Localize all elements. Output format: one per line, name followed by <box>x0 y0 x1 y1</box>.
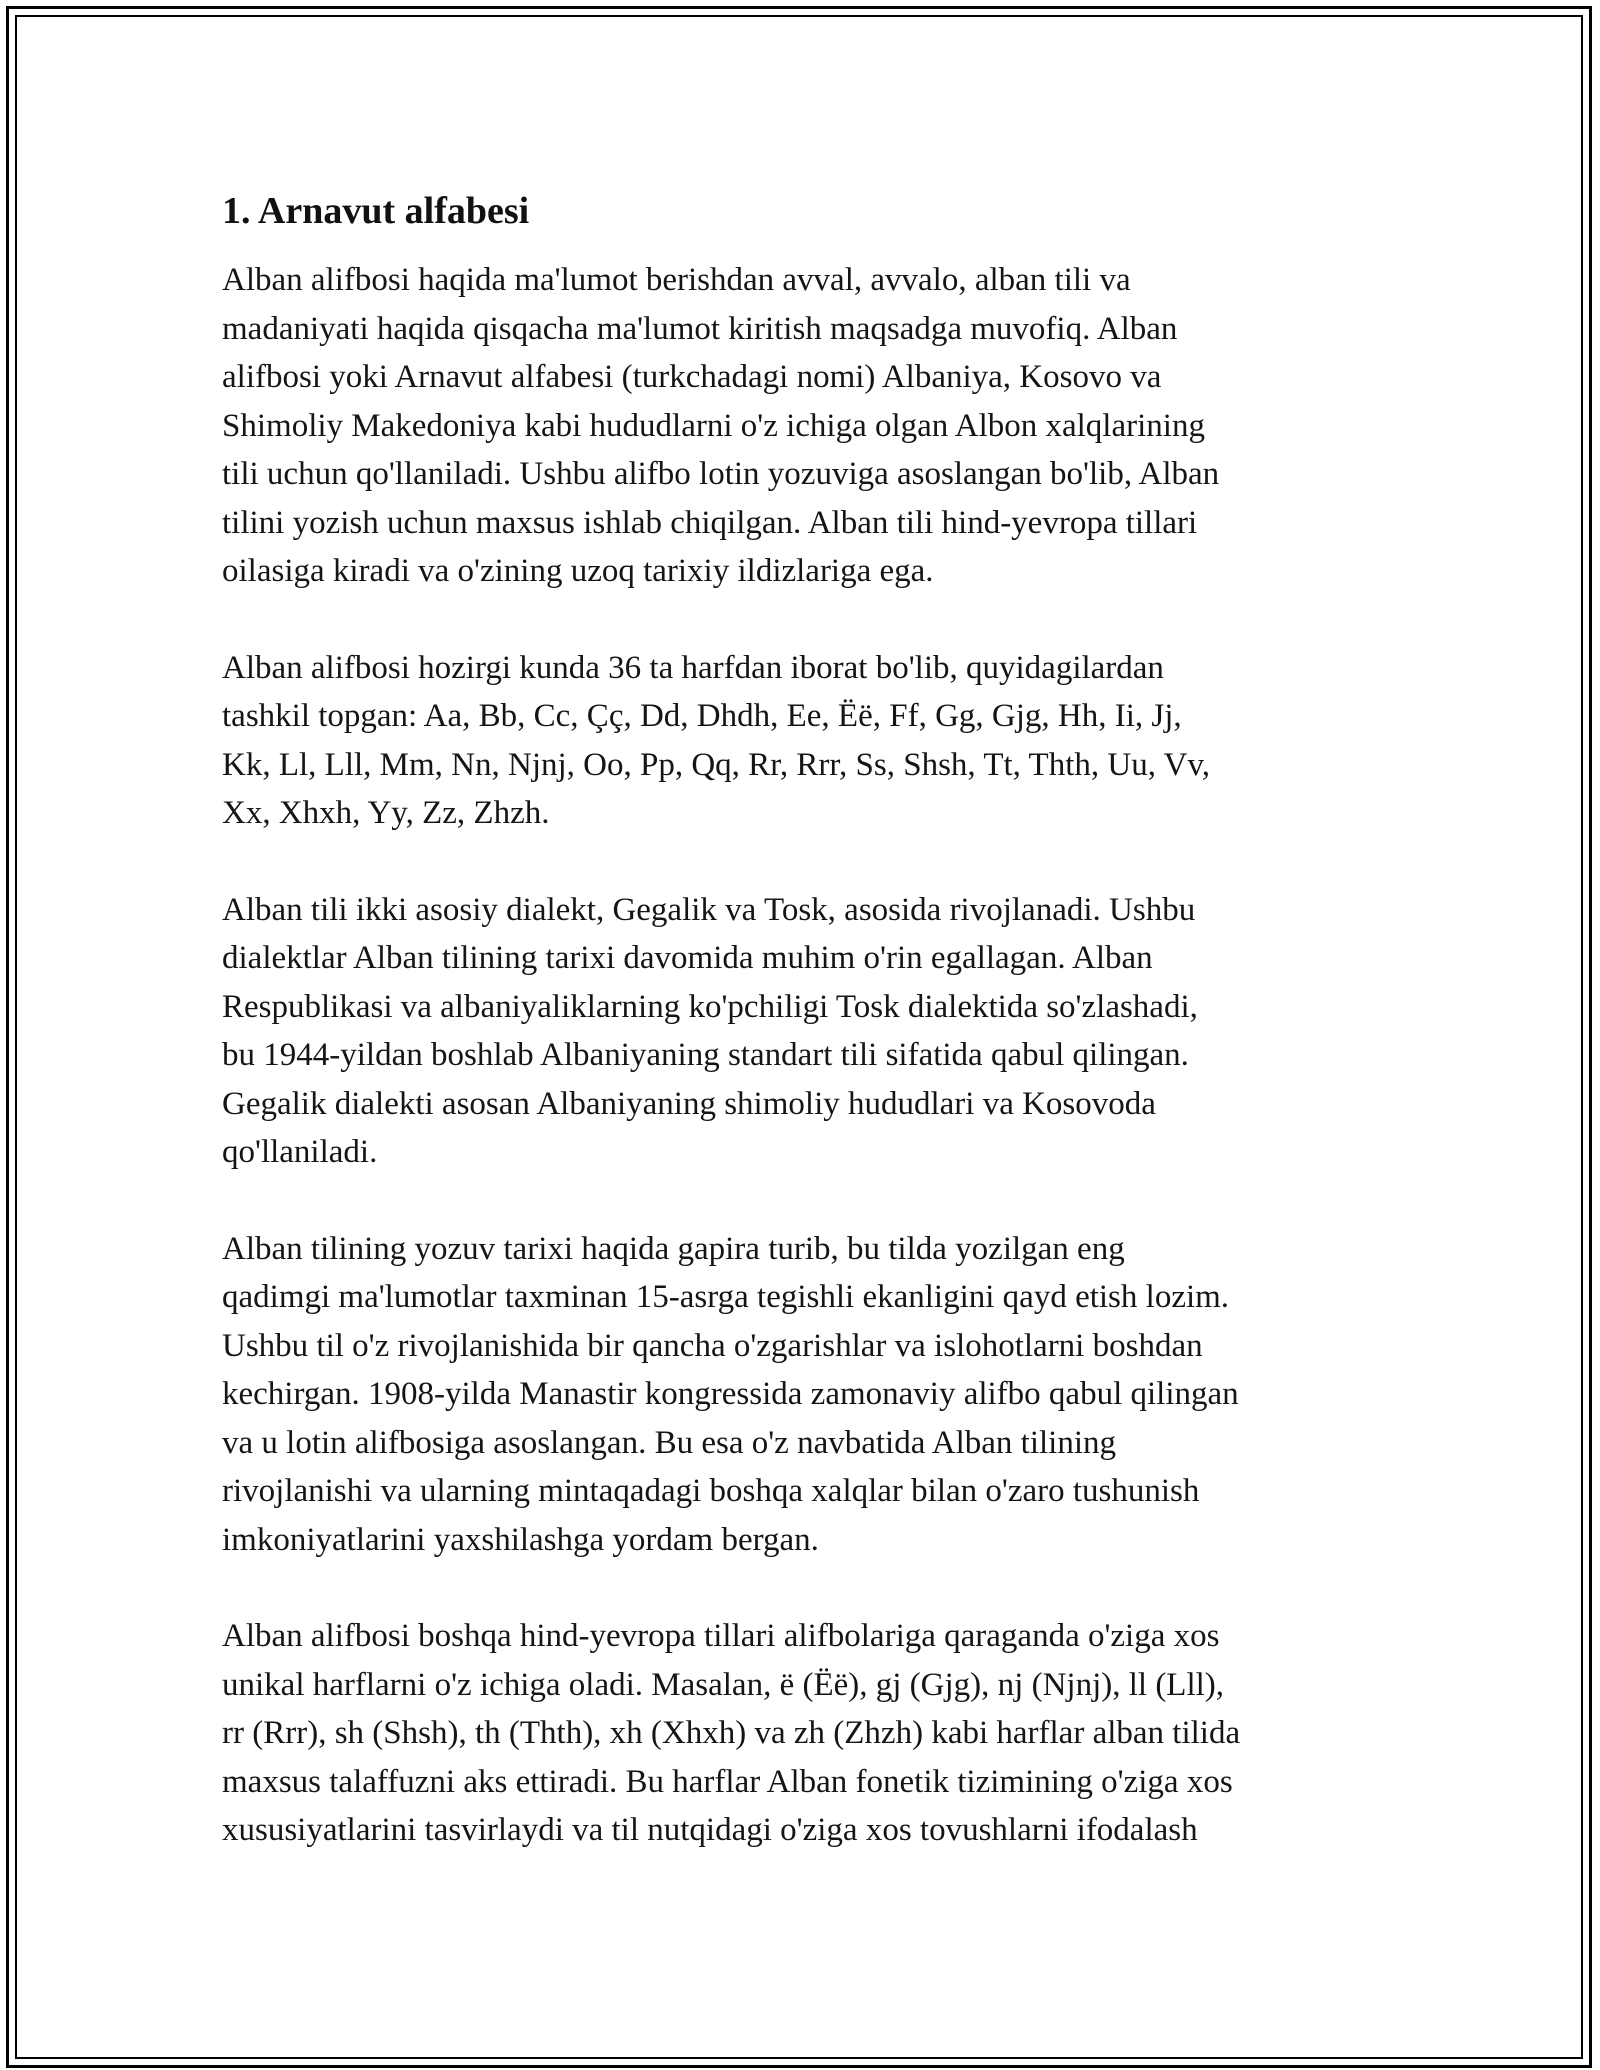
paragraph-unique-letters: Alban alifbosi boshqa hind-yevropa tillari alifbolariga qaraganda o'ziga xos unikal harflarni o'z ichiga oladi. Masalan, ë (Ëë), gj (Gjg), nj (Njnj), ll (Lll), rr (Rrr), sh (Shsh), th (Thth), xh (Xhxh) va zh (Zhzh) kabi harflar alban tilida maxsus talaffuzni aks ettiradi. Bu harflar Alban fonetik tizimining o'ziga xos xususiyatlarini tasvirlaydi va til nutqidagi o'ziga xos tovushlarni ifodalash <box>222 1618 1241 1848</box>
section-heading: 1. Arnavut alfabesi <box>222 190 530 232</box>
paragraph-dialects: Alban tili ikki asosiy dialekt, Gegalik va Tosk, asosida rivojlanadi. Ushbu dialektlar Alban tilining tarixi davomida muhim o'rin egallagan. Alban Respublikasi va albaniyaliklarning ko'pchiligi Tosk dialektida so'zlashadi, bu 1944-yildan boshlab Albaniyaning standart tili sifatida qabul qilingan. Gegalik dialekti asosan Albaniyaning shimoliy hududlari va Kosovoda qo'llaniladi. <box>222 891 1198 1170</box>
paragraph-letters: Alban alifbosi hozirgi kunda 36 ta harfdan iborat bo'lib, quyidagilardan tashkil topgan: Aa, Bb, Cc, Çç, Dd, Dhdh, Ee, Ëë, Ff, Gg, Gjg, Hh, Ii, Jj, Kk, Ll, Lll, Mm, Nn, Njnj, Oo, Pp, Qq, Rr, Rrr, Ss, Shsh, Tt, Thth, Uu, Vv, Xx, Xhxh, Yy, Zz, Zhzh. <box>222 649 1211 831</box>
paragraph-history: Alban tilining yozuv tarixi haqida gapira turib, bu tilda yozilgan eng qadimgi ma'lumotlar taxminan 15-asrga tegishli ekanligini qayd etish lozim. Ushbu til o'z rivojlanishida bir qancha o'zgarishlar va islohotlarni boshdan kechirgan. 1908-yilda Manastir kongressida zamonaviy alifbo qabul qilingan va u lotin alifbosiga asoslangan. Bu esa o'z navbatida Alban tilining rivojlanishi va ularning mintaqadagi boshqa xalqlar bilan o'zaro tushunish imkoniyatlarini yaxshilashga yordam bergan. <box>222 1230 1239 1558</box>
paragraph-intro: Alban alifbosi haqida ma'lumot berishdan avval, avvalo, alban tili va madaniyati haqida qisqacha ma'lumot kiritish maqsadga muvofiq. Alban alifbosi yoki Arnavut alfabesi (turkchadagi nomi) Albaniya, Kosovo va Shimoliy Makedoniya kabi hududlarni o'z ichiga olgan Albon xalqlarining tili uchun qo'llaniladi. Ushbu alifbo lotin yozuviga asoslangan bo'lib, Alban tilini yozish uchun maxsus ishlab chiqilgan. Alban tili hind-yevropa tillari oilasiga kiradi va o'zining uzoq tarixiy ildizlariga ega. <box>222 262 1220 589</box>
document-body <box>222 180 1382 1903</box>
